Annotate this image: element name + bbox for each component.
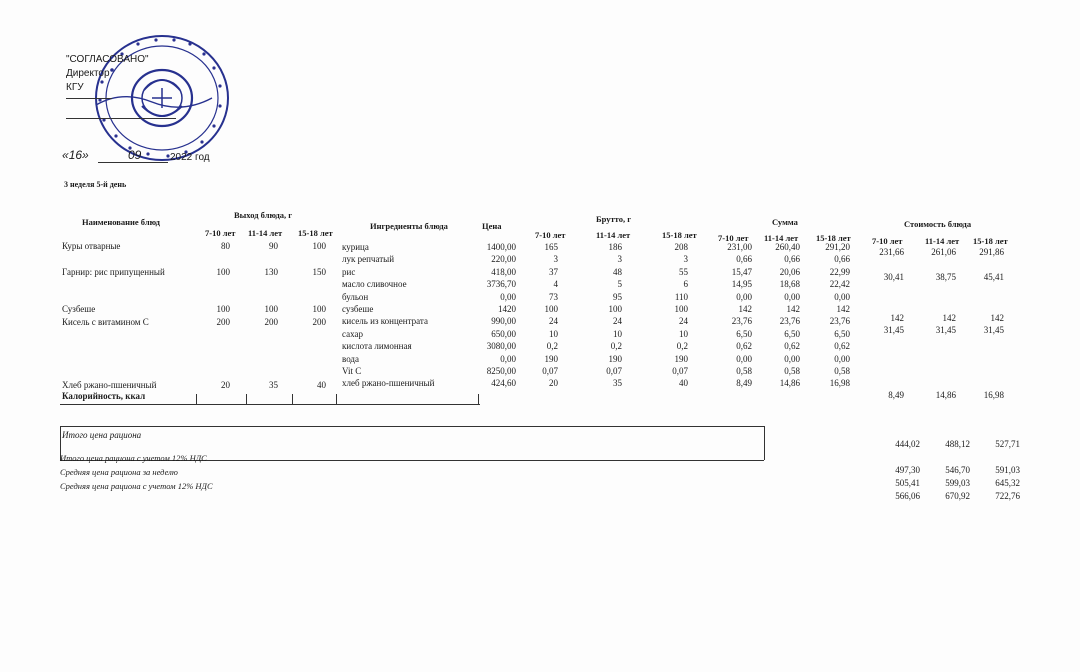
calories-divider-3 — [292, 394, 293, 404]
approval-title: "СОГЛАСОВАНО" — [66, 54, 149, 65]
vat-value-1: 497,30 — [895, 465, 920, 475]
ingredient-name: масло сливочное — [342, 279, 407, 290]
ingredient-brutto-15-18: 0,2 — [676, 341, 688, 352]
ingredient-price: 424,60 — [491, 378, 516, 389]
ingredient-price: 3080,00 — [486, 341, 516, 352]
ingredient-brutto-15-18: 10 — [679, 328, 688, 339]
header-ingredients: Ингредиенты блюда — [370, 221, 448, 231]
ingredient-sum-7-10: 23,76 — [731, 316, 752, 327]
ingredient-sum-11-14: 0,58 — [784, 366, 800, 376]
ingredient-sum-11-14: 142 — [786, 304, 800, 314]
ingredient-sum-11-14: 0,62 — [784, 341, 800, 352]
header-dish-cost: Стоимость блюда — [904, 219, 972, 229]
header-yield-age-3: 15-18 лет — [298, 228, 333, 238]
ingredient-sum-15-18: 0,62 — [834, 341, 850, 352]
ingredient-brutto-7-10: 0,2 — [546, 341, 558, 352]
avg-vat-value-1: 566,06 — [895, 491, 920, 501]
ingredient-brutto-11-14: 35 — [613, 378, 622, 389]
ingredient-brutto-15-18: 24 — [679, 316, 688, 327]
ingredient-sum-7-10: 231,00 — [727, 242, 752, 252]
header-sum-age-2: 11-14 лет — [764, 233, 799, 243]
dish-cost-7-10: 31,45 — [883, 325, 904, 335]
avg-week-label: Средняя цена рациона за неделю — [60, 467, 178, 477]
dish-cost-7-10: 231,66 — [879, 247, 904, 257]
avg-vat-value-2: 670,92 — [945, 491, 970, 501]
ingredient-price: 990,00 — [491, 316, 516, 327]
ingredient-price: 418,00 — [491, 266, 516, 277]
dish-yield-15-18: 40 — [317, 380, 326, 390]
header-cost-age-3: 15-18 лет — [973, 236, 1008, 246]
ingredient-sum-7-10: 6,50 — [736, 328, 752, 339]
ingredient-name: лук репчатый — [342, 254, 395, 265]
ingredient-sum-7-10: 0,00 — [736, 353, 752, 364]
ingredient-sum-15-18: 291,20 — [825, 242, 850, 252]
ingredient-sum-7-10: 8,49 — [736, 378, 752, 389]
ingredient-brutto-7-10: 20 — [549, 378, 558, 389]
dish-yield-11-14: 35 — [269, 380, 278, 390]
ingredient-sum-15-18: 0,58 — [834, 366, 850, 376]
ingredient-name: рис — [342, 266, 356, 277]
ingredient-sum-11-14: 20,06 — [779, 266, 800, 277]
dish-name: Сузбеше — [62, 304, 96, 314]
calories-divider-1 — [196, 394, 197, 404]
header-price: Цена — [482, 221, 502, 231]
total-value-2: 488,12 — [945, 439, 970, 449]
ingredient-brutto-11-14: 95 — [613, 291, 622, 302]
dish-cost-7-10: 30,41 — [883, 272, 904, 282]
ingredient-price: 8250,00 — [486, 366, 516, 376]
dish-yield-15-18: 200 — [312, 317, 326, 327]
ingredient-sum-11-14: 23,76 — [779, 316, 800, 327]
ingredient-name: бульон — [342, 291, 369, 302]
ingredient-brutto-7-10: 0,07 — [542, 366, 558, 376]
header-sum: Сумма — [772, 217, 798, 227]
ingredient-price: 650,00 — [491, 328, 516, 339]
dish-cost-15-18: 142 — [990, 313, 1004, 323]
ingredient-brutto-15-18: 110 — [674, 291, 688, 302]
dish-name: Кисель с витамином С — [62, 317, 149, 327]
ingredient-brutto-7-10: 24 — [549, 316, 558, 327]
ingredient-name: сузбеше — [342, 304, 374, 314]
ingredient-brutto-15-18: 55 — [679, 266, 688, 277]
vat-label: Итого цена рациона с учетом 12% НДС — [60, 453, 207, 463]
ingredient-price: 1420 — [498, 304, 516, 314]
ingredient-sum-11-14: 0,00 — [784, 353, 800, 364]
ingredient-sum-15-18: 0,00 — [834, 291, 850, 302]
avg-vat-label: Средняя цена рациона с учетом 12% НДС — [60, 481, 213, 491]
ingredient-brutto-11-14: 5 — [617, 279, 622, 290]
ingredient-brutto-15-18: 6 — [683, 279, 688, 290]
ingredient-brutto-7-10: 165 — [544, 242, 558, 252]
ingredient-brutto-15-18: 0,07 — [672, 366, 688, 376]
approval-date-month: 09 — [128, 148, 142, 162]
day-title: 3 неделя 5-й день — [64, 180, 127, 189]
calories-divider-2 — [246, 394, 247, 404]
ingredient-sum-7-10: 0,66 — [736, 254, 752, 265]
dish-yield-7-10: 200 — [216, 317, 230, 327]
dish-name: Куры отварные — [62, 241, 121, 251]
dish-cost-7-10: 142 — [890, 313, 904, 323]
dish-cost-15-18: 16,98 — [983, 390, 1004, 400]
dish-yield-7-10: 20 — [221, 380, 230, 390]
dish-yield-11-14: 200 — [264, 317, 278, 327]
approval-date-day: «16» — [62, 148, 89, 162]
dish-yield-11-14: 100 — [264, 304, 278, 314]
header-cost-age-2: 11-14 лет — [925, 236, 960, 246]
dish-cost-11-14: 14,86 — [935, 390, 956, 400]
ingredient-brutto-11-14: 0,2 — [610, 341, 622, 352]
ingredient-brutto-11-14: 100 — [608, 304, 622, 314]
ingredient-name: вода — [342, 353, 360, 364]
header-brutto-age-1: 7-10 лет — [535, 230, 566, 240]
ingredient-brutto-15-18: 100 — [674, 304, 688, 314]
ingredient-name: кислота лимонная — [342, 341, 412, 352]
ingredient-brutto-15-18: 3 — [683, 254, 688, 265]
dish-yield-11-14: 90 — [269, 241, 278, 251]
ingredient-sum-7-10: 14,95 — [731, 279, 752, 290]
dish-cost-15-18: 291,86 — [979, 247, 1004, 257]
ingredient-sum-15-18: 6,50 — [834, 328, 850, 339]
dish-name: Хлеб ржано-пшеничный — [62, 380, 157, 390]
name-line — [66, 118, 176, 119]
ingredient-brutto-7-10: 190 — [544, 353, 558, 364]
ingredient-brutto-11-14: 48 — [613, 266, 622, 277]
header-brutto-age-3: 15-18 лет — [662, 230, 697, 240]
ingredient-sum-11-14: 6,50 — [784, 328, 800, 339]
avg-week-value-1: 505,41 — [895, 478, 920, 488]
ingredient-name: кисель из концентрата — [342, 316, 428, 327]
ingredient-brutto-15-18: 208 — [674, 242, 688, 252]
ingredient-sum-11-14: 18,68 — [779, 279, 800, 290]
ingredient-brutto-15-18: 190 — [674, 353, 688, 364]
signature-line — [66, 98, 112, 99]
ingredient-name: хлеб ржано-пшеничный — [342, 378, 435, 389]
ingredient-sum-15-18: 0,66 — [834, 254, 850, 265]
ingredient-name: Vit C — [342, 366, 362, 376]
ingredient-sum-15-18: 142 — [836, 304, 850, 314]
dish-name: Гарнир: рис припущенный — [62, 267, 165, 277]
ingredient-sum-15-18: 23,76 — [829, 316, 850, 327]
totals-top-line — [60, 426, 764, 427]
total-value-1: 444,02 — [895, 439, 920, 449]
dish-yield-7-10: 80 — [221, 241, 230, 251]
header-brutto-age-2: 11-14 лет — [596, 230, 631, 240]
avg-week-value-2: 599,03 — [945, 478, 970, 488]
ingredient-sum-7-10: 0,58 — [736, 366, 752, 376]
dish-cost-11-14: 261,06 — [931, 247, 956, 257]
header-brutto: Брутто, г — [596, 214, 632, 224]
dish-cost-7-10: 8,49 — [888, 390, 904, 400]
dish-cost-11-14: 31,45 — [935, 325, 956, 335]
ingredient-sum-11-14: 260,40 — [775, 242, 800, 252]
total-label: Итого цена рациона — [62, 430, 142, 440]
header-sum-age-3: 15-18 лет — [816, 233, 851, 243]
ingredient-brutto-7-10: 3 — [553, 254, 558, 265]
official-seal-stamp — [82, 30, 242, 170]
ingredient-sum-11-14: 0,66 — [784, 254, 800, 265]
dish-cost-15-18: 31,45 — [983, 325, 1004, 335]
dish-yield-15-18: 150 — [312, 267, 326, 277]
ingredient-brutto-11-14: 190 — [608, 353, 622, 364]
header-cost-age-1: 7-10 лет — [872, 236, 903, 246]
ingredient-price: 220,00 — [491, 254, 516, 265]
ingredient-brutto-11-14: 3 — [617, 254, 622, 265]
avg-vat-value-3: 722,76 — [995, 491, 1020, 501]
ingredient-sum-11-14: 0,00 — [784, 291, 800, 302]
ingredient-brutto-11-14: 0,07 — [606, 366, 622, 376]
ingredient-sum-11-14: 14,86 — [779, 378, 800, 389]
calories-divider-4 — [336, 394, 337, 404]
dish-yield-15-18: 100 — [312, 304, 326, 314]
ingredient-brutto-11-14: 10 — [613, 328, 622, 339]
header-sum-age-1: 7-10 лет — [718, 233, 749, 243]
ingredient-brutto-11-14: 24 — [613, 316, 622, 327]
total-value-3: 527,71 — [995, 439, 1020, 449]
dish-yield-15-18: 100 — [312, 241, 326, 251]
ingredient-sum-15-18: 0,00 — [834, 353, 850, 364]
ingredient-sum-15-18: 16,98 — [829, 378, 850, 389]
vat-value-3: 591,03 — [995, 465, 1020, 475]
dish-cost-11-14: 38,75 — [935, 272, 956, 282]
dish-yield-7-10: 100 — [216, 267, 230, 277]
dish-cost-11-14: 142 — [942, 313, 956, 323]
ingredient-sum-15-18: 22,42 — [829, 279, 850, 290]
avg-week-value-3: 645,32 — [995, 478, 1020, 488]
calories-label: Калорийность, ккал — [62, 391, 146, 401]
ingredient-brutto-7-10: 10 — [549, 328, 558, 339]
ingredient-price: 3736,70 — [486, 279, 516, 290]
ingredient-price: 1400,00 — [486, 242, 516, 252]
calories-row-bottom-line — [60, 404, 480, 405]
calories-divider-5 — [478, 394, 479, 404]
ingredient-sum-7-10: 15,47 — [731, 266, 752, 277]
header-yield-age-1: 7-10 лет — [205, 228, 236, 238]
ingredient-sum-7-10: 142 — [738, 304, 752, 314]
ingredient-price: 0,00 — [500, 353, 516, 364]
totals-right-border — [764, 426, 765, 460]
ingredient-brutto-15-18: 40 — [679, 378, 688, 389]
header-yield: Выход блюда, г — [234, 210, 293, 220]
ingredient-name: сахар — [342, 328, 363, 339]
ingredient-brutto-7-10: 4 — [553, 279, 558, 290]
approval-date-year: 2022 год — [170, 152, 210, 163]
approval-position: Директор — [66, 68, 110, 79]
ingredient-brutto-7-10: 73 — [549, 291, 558, 302]
ingredient-name: курица — [342, 242, 369, 252]
date-line — [98, 162, 168, 163]
header-dish-name: Наименование блюд — [82, 217, 160, 227]
dish-cost-15-18: 45,41 — [983, 272, 1004, 282]
header-yield-age-2: 11-14 лет — [248, 228, 283, 238]
ingredient-brutto-7-10: 37 — [549, 266, 558, 277]
dish-yield-11-14: 130 — [264, 267, 278, 277]
ingredient-sum-7-10: 0,00 — [736, 291, 752, 302]
ingredient-price: 0,00 — [500, 291, 516, 302]
vat-value-2: 546,70 — [945, 465, 970, 475]
ingredient-sum-15-18: 22,99 — [829, 266, 850, 277]
ingredient-brutto-7-10: 100 — [544, 304, 558, 314]
dish-yield-7-10: 100 — [216, 304, 230, 314]
ingredient-brutto-11-14: 186 — [608, 242, 622, 252]
ingredient-sum-7-10: 0,62 — [736, 341, 752, 352]
approval-organization: КГУ — [66, 82, 84, 93]
